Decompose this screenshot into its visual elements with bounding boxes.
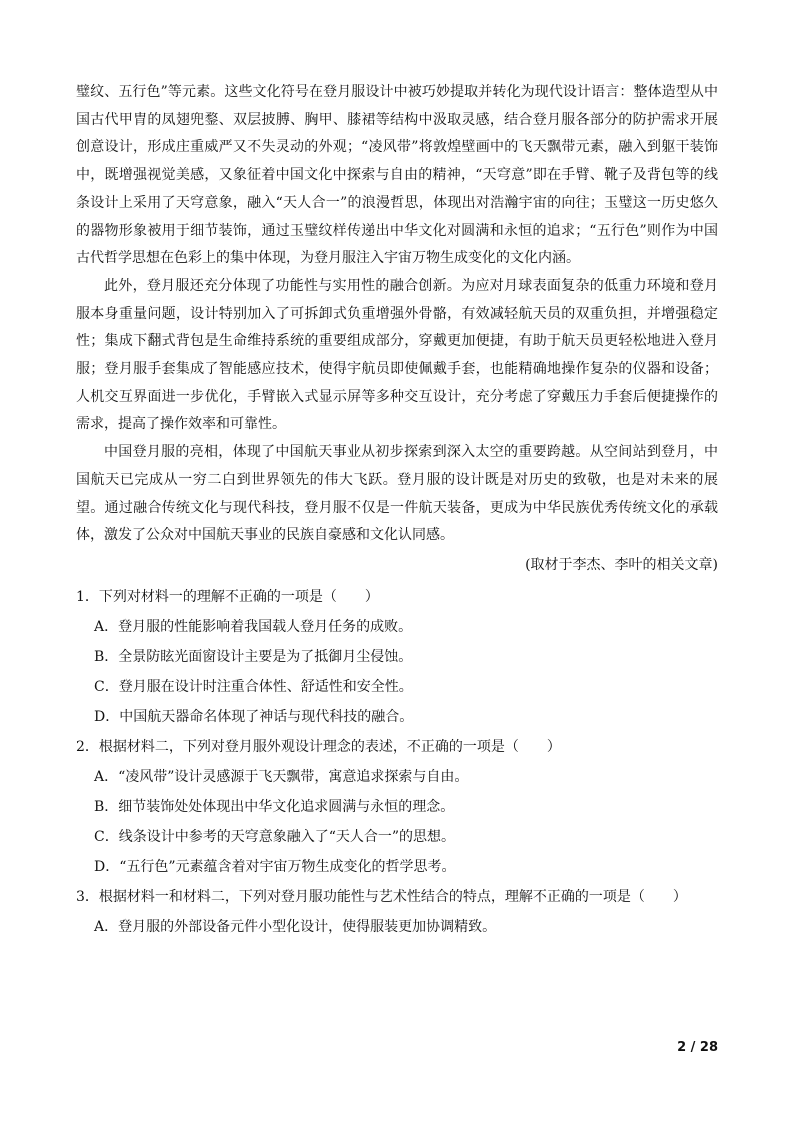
question-option: C．线条设计中参考的天穹意象融入了“天人合一”的思想。 xyxy=(94,828,456,845)
question-stem: 3．根据材料一和材料二，下列对登月服功能性与艺术性结合的特点，理解不正确的一项是（ ） xyxy=(76,888,687,905)
article-paragraph-1: 璧纹、五行色”等元素。这些文化符号在登月服设计中被巧妙提取并转化为现代设计语言：整体造型从中国古代甲胄的凤翅兜鍪、双层披膊、胸甲、膝裙等结构中汲取灵感，结合登月服各部分的防护需求开展创意设计，形成庄重威严又不失灵动的外观；“凌风带”将敦煌壁画中的飞天飘带元素，融入到躯干装饰中，既增强视觉美感，又象征着中国文化中探索与自由的精神，“天穹意”即在手臂、靴子及背包等的线条设计上采用了天穹意象，融入“天人合一”的浪漫哲思，体现出对浩瀚宇宙的向往；玉璧这一历史悠久的器物形象被用于细节装饰，通过玉璧纹样传递出中华文化对圆满和永恒的追求；“五行色”则作为中国古代哲学思想在色彩上的集中体现，为登月服注入宇宙万物生成变化的文化内涵。 xyxy=(76,84,718,267)
question-option: B．全景防眩光面窗设计主要是为了抵御月尘侵蚀。 xyxy=(94,648,413,665)
article-paragraph-2: 此外，登月服还充分体现了功能性与实用性的融合创新。为应对月球表面复杂的低重力环境和登月服本身重量问题，设计特别加入了可拆卸式负重增强外骨骼，有效减轻航天员的双重负担，并增强稳定性；集成下翻式背包是生命维持系统的重要组成部分，穿戴更加便捷，有助于航天员更轻松地进入登月服；登月服手套集成了智能感应技术，使得宇航员即使佩戴手套，也能精确地操作复杂的仪器和设备；人机交互界面进一步优化，手臂嵌入式显示屏等多种交互设计，充分考虑了穿戴压力手套后便捷操作的需求，提高了操作效率和可靠性。 xyxy=(76,277,718,433)
question-option: A．登月服的外部设备元件小型化设计，使得服装更加协调精致。 xyxy=(94,918,497,935)
question-2 xyxy=(76,732,718,882)
question-option: D．“五行色”元素蕴含着对宇宙万物生成变化的哲学思考。 xyxy=(94,858,456,875)
question-stem: 1．下列对材料一的理解不正确的一项是（ ） xyxy=(76,588,379,605)
article-source: (取材于李杰、李叶的相关文章) xyxy=(525,556,718,573)
page-content xyxy=(76,79,718,942)
question-option: C．登月服在设计时注重合体性、舒适性和安全性。 xyxy=(94,678,413,695)
question-option: A．“凌风带”设计灵感源于飞天飘带，寓意追求探索与自由。 xyxy=(94,768,469,785)
question-1 xyxy=(76,582,718,732)
question-stem: 2．根据材料二，下列对登月服外观设计理念的表述，不正确的一项是（ ） xyxy=(76,738,561,755)
question-option: D．中国航天器命名体现了神话与现代科技的融合。 xyxy=(94,708,414,725)
page-number: 2 / 28 xyxy=(677,1040,718,1055)
question-option: A．登月服的性能影响着我国载人登月任务的成败。 xyxy=(94,618,413,635)
question-3 xyxy=(76,882,718,942)
question-option: B．细节装饰处处体现出中华文化追求圆满与永恒的理念。 xyxy=(94,798,455,815)
article-paragraph-3: 中国登月服的亮相，体现了中国航天事业从初步探索到深入太空的重要跨越。从空间站到登月，中国航天已完成从一穷二白到世界领先的伟大飞跃。登月服的设计既是对历史的致敬，也是对未来的展望。通过融合传统文化与现代科技，登月服不仅是一件航天装备，更成为中华民族优秀传统文化的承载体，激发了公众对中国航天事业的民族自豪感和文化认同感。 xyxy=(76,444,718,544)
